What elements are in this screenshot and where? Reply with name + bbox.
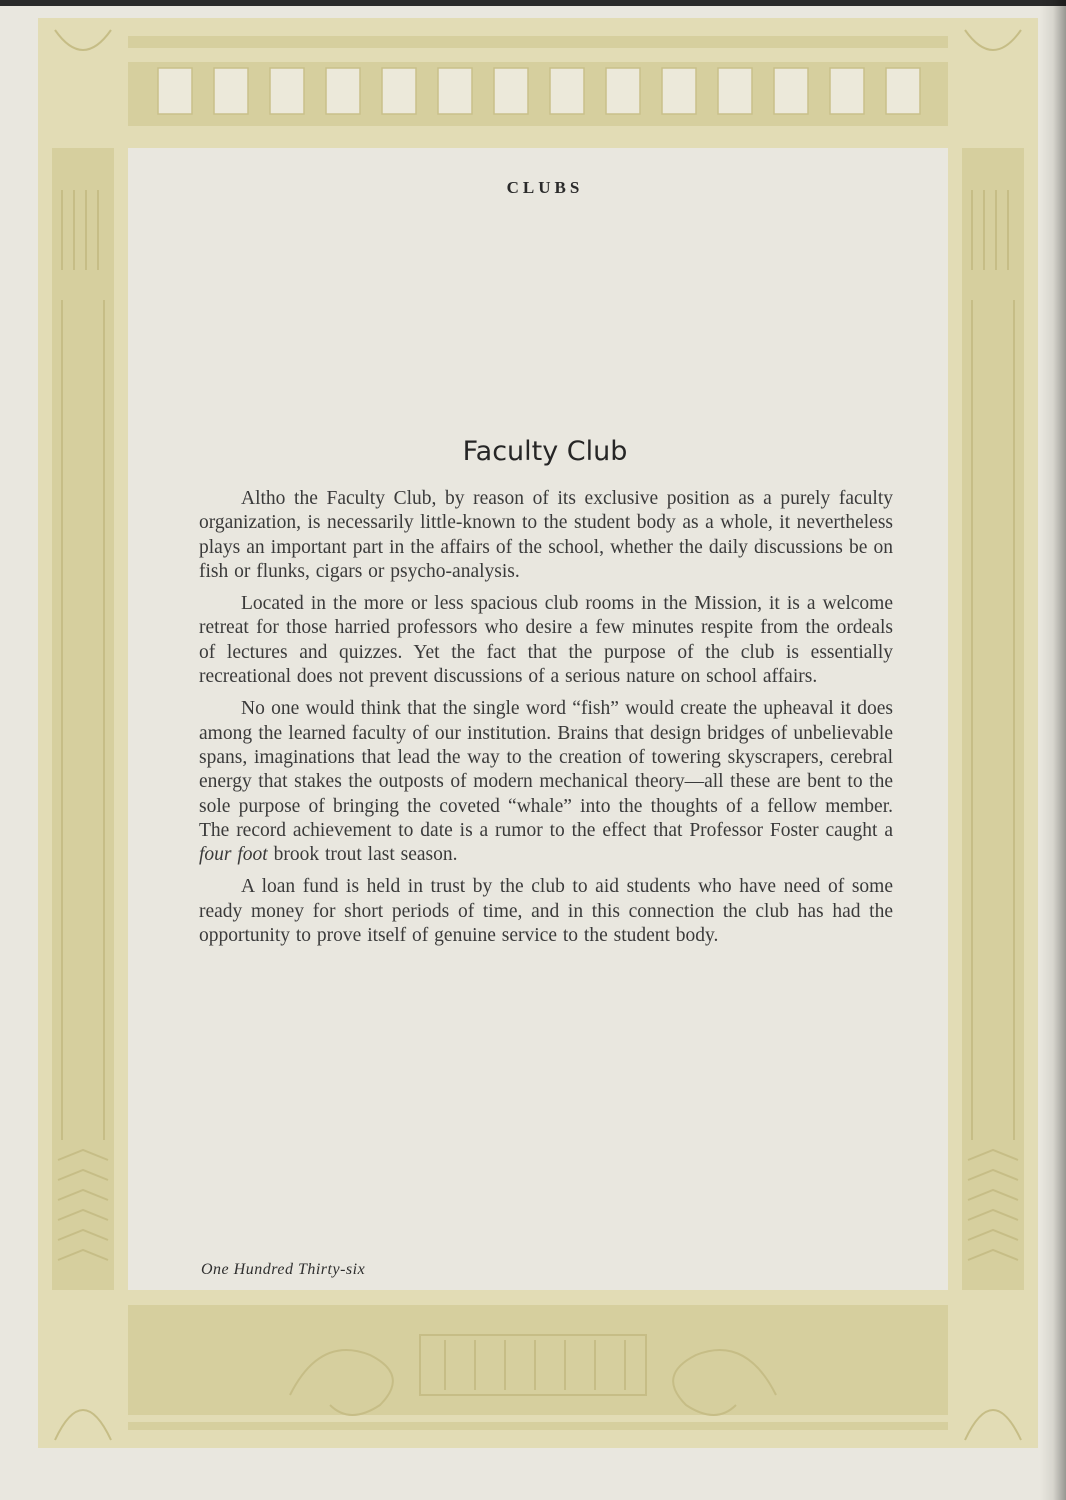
paragraph-2: Located in the more or less spacious club rooms in the Mission, it is a welcome retreat for those harried professors who desire a few minutes respite from the ordeals of lectures and quizzes. Yet the fact that the purpose of the club is essentially recreational does not prevent discussions of a serious nature on school affairs.: [199, 593, 893, 688]
paragraph-3-text-end: brook trout last season.: [267, 844, 458, 866]
paragraph-3-text: No one would think that the single word “fish” would create the upheaval it does among the learned faculty of our institution. Brains that design bridges of unbelievable spans, imaginations that lead the way to the creation of towering skyscrapers, cerebral energy that stakes the outposts of modern mechanical theory—all these are bent to the sole purpose of bringing the coveted “whale” into the thoughts of a fellow member. The record achievement to date is a rumor to the effect that Professor Foster caught a: [199, 698, 893, 841]
page-gutter-shadow: [1040, 0, 1066, 1500]
article-body: [199, 487, 893, 956]
paragraph-4: A loan fund is held in trust by the club to aid students who have need of some ready money for short periods of time, and in this connection the club has had the opportunity to prove itself of genuine service to the student body.: [199, 876, 893, 947]
article-title: Faculty Club: [462, 436, 628, 467]
paragraph-3-emphasis: four foot: [199, 844, 268, 866]
page-number: One Hundred Thirty-six: [201, 1261, 366, 1278]
section-header: CLUBS: [506, 178, 584, 197]
paragraph-3: [199, 697, 893, 867]
paragraph-1: Altho the Faculty Club, by reason of its exclusive position as a purely faculty organization, is necessarily little-known to the student body as a whole, it nevertheless plays an important part in the affairs of the school, whether the daily discussions be on fish or flunks, cigars or psycho-analysis.: [199, 488, 893, 582]
